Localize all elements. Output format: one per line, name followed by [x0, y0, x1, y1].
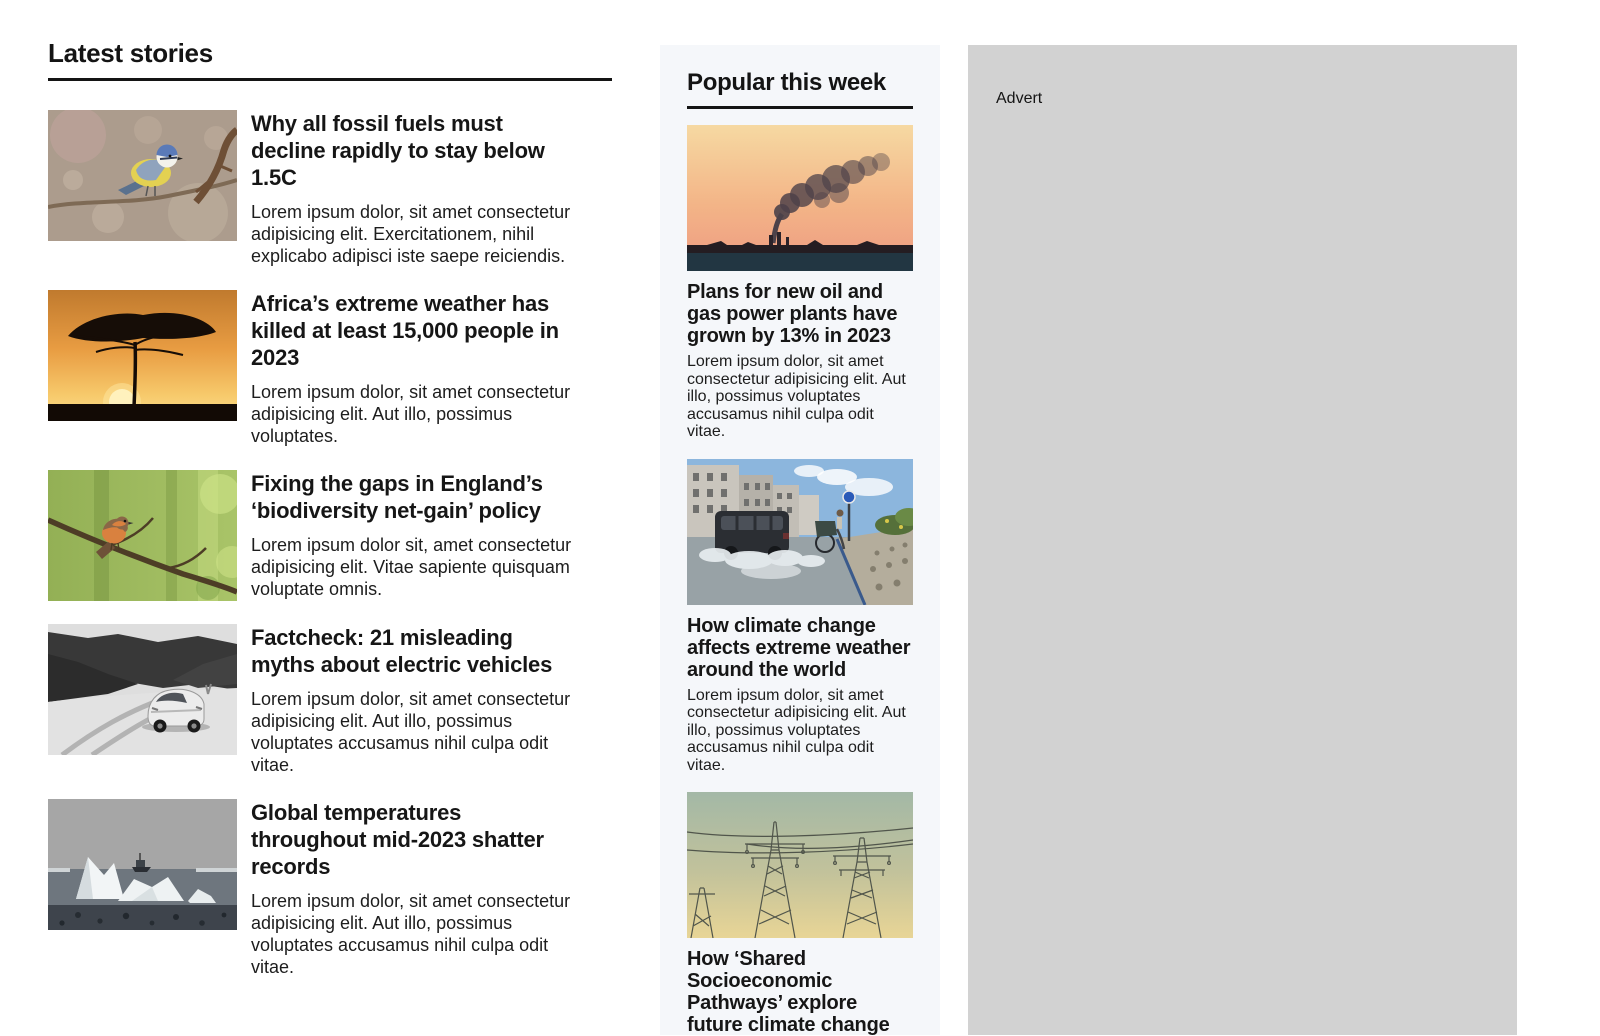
popular-title[interactable]: Plans for new oil and gas power plants have grown by 13% in 2023 [687, 281, 898, 347]
story-text-block [251, 110, 581, 267]
popular-heading: Popular this week [687, 69, 913, 109]
story-text-block [251, 624, 581, 776]
story-card-global-temperatures[interactable] [48, 799, 612, 978]
blue-tit-photo [48, 110, 237, 241]
advert-placeholder [968, 45, 1517, 1035]
popular-this-week-panel [660, 45, 940, 1035]
story-excerpt: Lorem ipsum dolor sit, amet consectetur adipisicing elit. Vitae sapiente quisquam voluptate omnis. [251, 535, 572, 599]
popular-thumbnail-power-station[interactable] [687, 125, 913, 271]
advert-label: Advert [996, 90, 1043, 107]
story-card-ev-factcheck[interactable] [48, 624, 612, 776]
story-title[interactable]: Global temperatures throughout mid-2023 shatter records [251, 800, 544, 879]
story-thumbnail-blue-tit[interactable] [48, 110, 237, 241]
latest-stories-section [48, 38, 612, 1001]
popular-thumbnail-flooded-street[interactable] [687, 459, 913, 605]
story-card-africa-weather[interactable] [48, 290, 612, 447]
popular-excerpt: Lorem ipsum dolor, sit amet consectetur adipisicing elit. Aut illo, possimus voluptates accusamus nihil culpa odit vitae. [687, 353, 906, 440]
story-excerpt: Lorem ipsum dolor, sit amet consectetur adipisicing elit. Aut illo, possimus voluptates accusamus nihil culpa odit vitae. [251, 689, 571, 775]
story-text-block [251, 290, 581, 447]
story-title[interactable]: Why all fossil fuels must decline rapidly to stay below 1.5C [251, 111, 545, 190]
acacia-sunset-photo [48, 290, 237, 421]
electric-car-snow-photo [48, 624, 237, 755]
story-text-block [251, 799, 581, 978]
story-card-fossil-fuels[interactable] [48, 110, 612, 267]
popular-title[interactable]: How climate change affects extreme weather around the world [687, 614, 911, 681]
popular-card-power-plants[interactable] [687, 125, 913, 441]
story-thumbnail-electric-car[interactable] [48, 624, 237, 755]
story-title[interactable]: Factcheck: 21 misleading myths about electric vehicles [251, 625, 553, 677]
robin-photo [48, 470, 237, 601]
icebergs-photo [48, 799, 237, 930]
latest-stories-heading: Latest stories [48, 38, 612, 81]
popular-excerpt: Lorem ipsum dolor, sit amet consectetur adipisicing elit. Aut illo, possimus voluptates accusamus nihil culpa odit vitae. [687, 686, 906, 774]
story-excerpt: Lorem ipsum dolor, sit amet consectetur adipisicing elit. Aut illo, possimus voluptates. [251, 382, 571, 446]
story-title[interactable]: Africa’s extreme weather has killed at least 15,000 people in 2023 [251, 291, 559, 370]
power-station-sunset-photo [687, 125, 913, 271]
popular-title[interactable]: How ‘Shared Socioeconomic Pathways’ explore future climate change [687, 948, 890, 1036]
popular-card-shared-pathways[interactable] [687, 792, 913, 1036]
story-title[interactable]: Fixing the gaps in England’s ‘biodiversity net-gain’ policy [251, 471, 543, 523]
story-excerpt: Lorem ipsum dolor, sit amet consectetur adipisicing elit. Exercitationem, nihil explicabo adipisci iste saepe reiciendis. [251, 202, 571, 266]
story-excerpt: Lorem ipsum dolor, sit amet consectetur adipisicing elit. Aut illo, possimus voluptates accusamus nihil culpa odit vitae. [251, 891, 571, 977]
story-thumbnail-icebergs[interactable] [48, 799, 237, 930]
flooded-street-photo [687, 459, 913, 605]
popular-thumbnail-pylons[interactable] [687, 792, 913, 938]
story-thumbnail-acacia[interactable] [48, 290, 237, 421]
story-thumbnail-robin[interactable] [48, 470, 237, 601]
popular-card-extreme-weather[interactable] [687, 459, 913, 775]
story-card-biodiversity[interactable] [48, 470, 612, 601]
story-text-block [251, 470, 581, 600]
electricity-pylons-photo [687, 792, 913, 938]
